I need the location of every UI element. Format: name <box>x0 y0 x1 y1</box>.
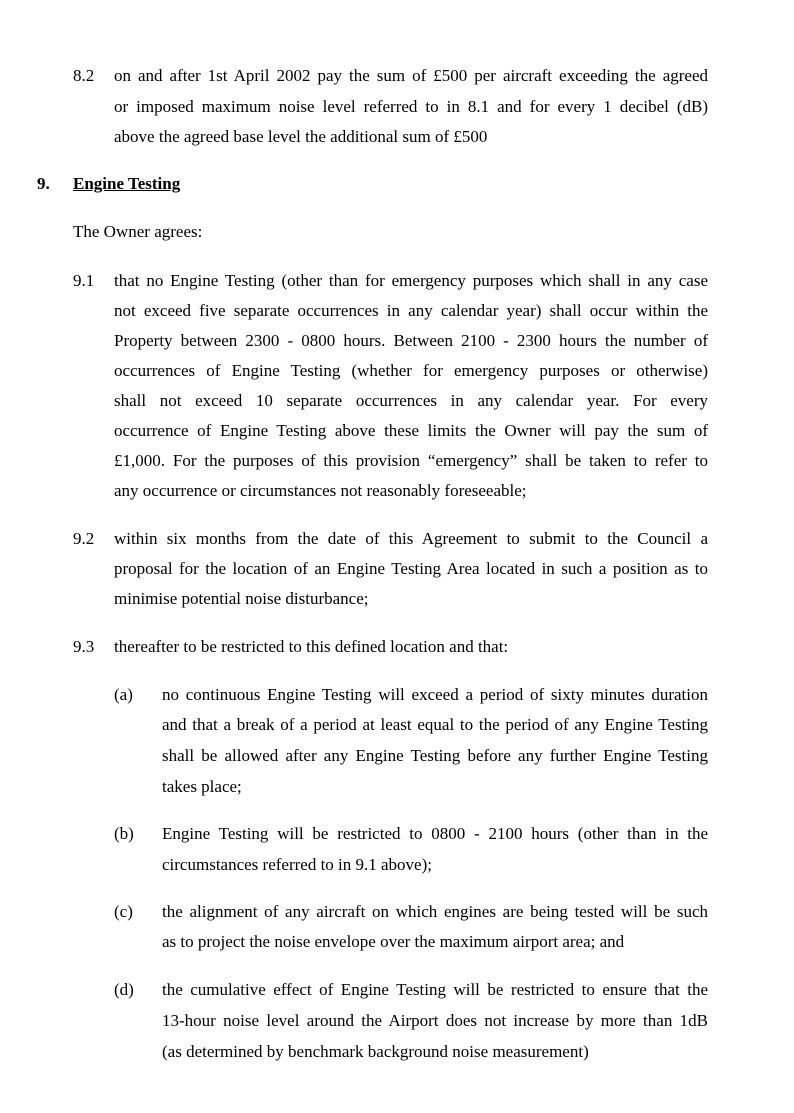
section-title: Engine Testing <box>73 174 181 193</box>
subclause-text-line: 13-hour noise level around the Airport does not increase by more than 1dB <box>162 1011 708 1030</box>
clause-text-line: any occurrence or circumstances not reasonably foreseeable; <box>114 481 527 500</box>
subclause-text-line: no continuous Engine Testing will exceed a period of sixty minutes duration <box>162 685 708 704</box>
subclause-label: (c) <box>114 902 133 921</box>
subclause-label: (a) <box>114 685 133 704</box>
subclause-text-line: (as determined by benchmark background noise measurement) <box>162 1042 589 1061</box>
clause-number: 9.1 <box>73 271 95 290</box>
clause-text-line: occurrence of Engine Testing above these limits the Owner will pay the sum of <box>114 421 708 440</box>
clause-text-line: shall not exceed 10 separate occurrences in any calendar year. For every <box>114 391 708 410</box>
subclause-text-line: the cumulative effect of Engine Testing will be restricted to ensure that the <box>162 980 708 999</box>
clause-text-line: Property between 2300 - 0800 hours. Between 2100 - 2300 hours the number of <box>114 331 708 350</box>
clause-text-line: proposal for the location of an Engine Testing Area located in such a position as to <box>114 559 708 578</box>
subclause-text-line: circumstances referred to in 9.1 above); <box>162 855 432 874</box>
subclause-text-line: Engine Testing will be restricted to 0800 - 2100 hours (other than in the <box>162 824 708 843</box>
clause-number: 9.2 <box>73 529 95 548</box>
section-intro: The Owner agrees: <box>73 222 203 241</box>
clause-number: 8.2 <box>73 66 95 85</box>
clause-text-line: above the agreed base level the additional sum of £500 <box>114 127 488 146</box>
clause-text-line: that no Engine Testing (other than for emergency purposes which shall in any case <box>114 271 708 290</box>
subclause-text-line: shall be allowed after any Engine Testing before any further Engine Testing <box>162 746 708 765</box>
clause-text-line: occurrences of Engine Testing (whether for emergency purposes or otherwise) <box>114 361 708 380</box>
clause-text-line: not exceed five separate occurrences in any calendar year) shall occur within the <box>114 301 708 320</box>
clause-text-line: minimise potential noise disturbance; <box>114 589 369 608</box>
subclause-text-line: takes place; <box>162 777 242 796</box>
section-number: 9. <box>37 174 50 193</box>
clause-text-line: within six months from the date of this Agreement to submit to the Council a <box>114 529 708 548</box>
subclause-text-line: the alignment of any aircraft on which engines are being tested will be such <box>162 902 708 921</box>
subclause-label: (d) <box>114 980 134 999</box>
subclause-text-line: as to project the noise envelope over the maximum airport area; and <box>162 932 625 951</box>
clause-text-line: on and after 1st April 2002 pay the sum of £500 per aircraft exceeding the agreed <box>114 66 708 85</box>
subclause-label: (b) <box>114 824 134 843</box>
subclause-text-line: and that a break of a period at least equal to the period of any Engine Testing <box>162 715 708 734</box>
clause-text-line: or imposed maximum noise level referred to in 8.1 and for every 1 decibel (dB) <box>114 97 708 116</box>
clause-number: 9.3 <box>73 637 95 656</box>
clause-text-line: £1,000. For the purposes of this provision “emergency” shall be taken to refer to <box>114 451 708 470</box>
clause-text-line: thereafter to be restricted to this defined location and that: <box>114 637 509 656</box>
